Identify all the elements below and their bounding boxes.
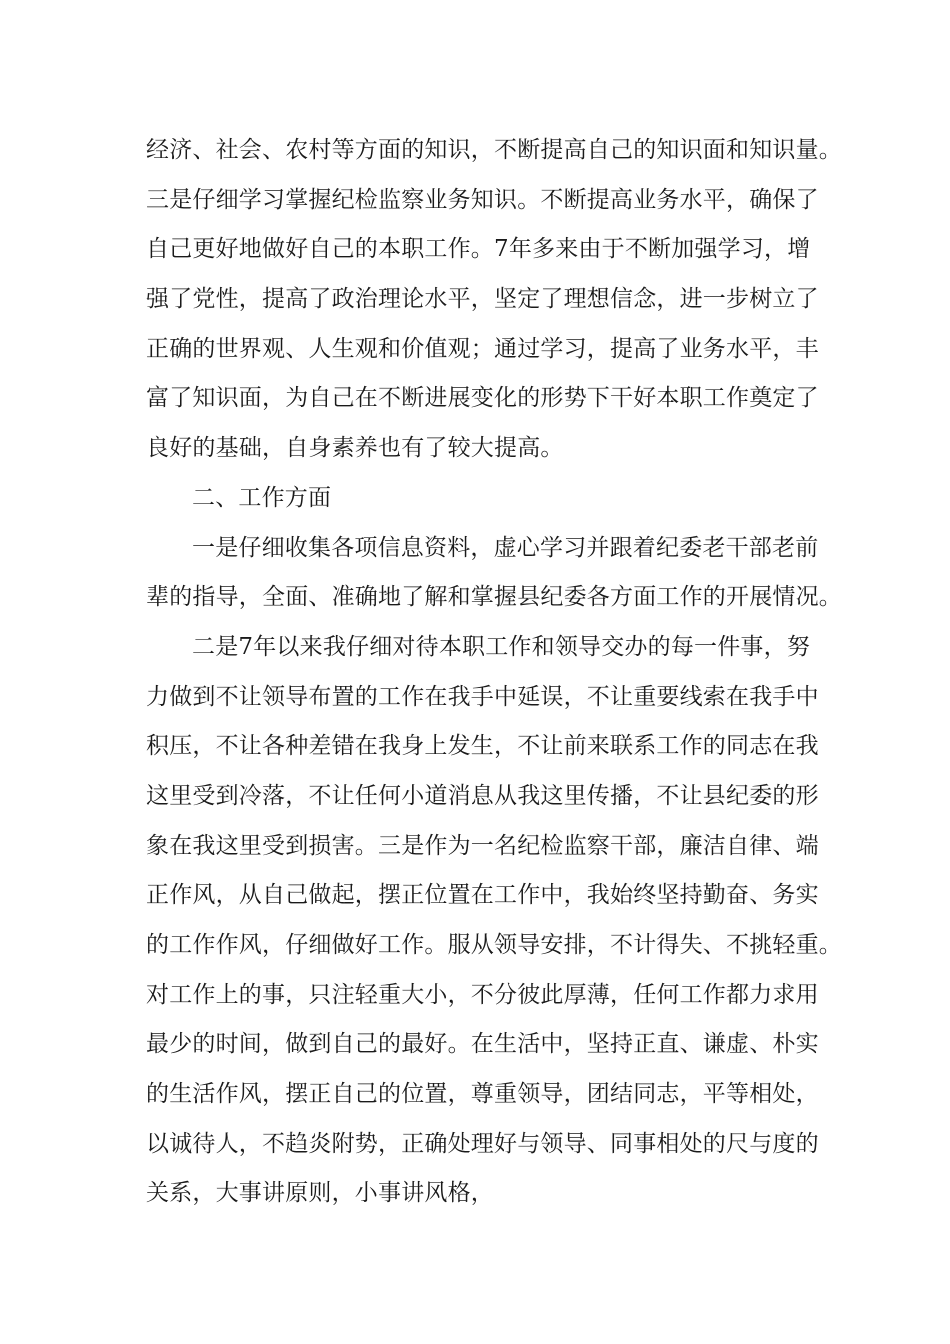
text-line: 辈的指导，全面、准确地了解和掌握县纪委各方面工作的开展情况。 — [146, 584, 842, 611]
text-line: 强了党性，提高了政治理论水平，坚定了理想信念，进一步树立了 — [146, 286, 819, 313]
text-line: 以诚待人，不趋炎附势，正确处理好与领导、同事相处的尺与度的 — [146, 1130, 819, 1157]
text-line: 三是仔细学习掌握纪检监察业务知识。不断提高业务水平，确保了 — [146, 186, 819, 213]
body-text — [146, 126, 842, 1219]
text-line: 象在我这里受到损害。三是作为一名纪检监察干部，廉洁自律、端 — [146, 832, 819, 859]
text-line: 力做到不让领导布置的工作在我手中延误，不让重要线索在我手中 — [146, 683, 819, 710]
text-line: 正确的世界观、人生观和价值观；通过学习，提高了业务水平，丰 — [146, 335, 819, 362]
text-line: 这里受到冷落，不让任何小道消息从我这里传播，不让县纪委的形 — [146, 782, 819, 809]
text-line: 的生活作风，摆正自己的位置，尊重领导，团结同志，平等相处， — [146, 1081, 819, 1108]
section-heading: 二、工作方面 — [192, 484, 332, 511]
text-line: 关系，大事讲原则，小事讲风格， — [146, 1180, 494, 1207]
text-line: 经济、社会、农村等方面的知识，不断提高自己的知识面和知识量。 — [146, 137, 842, 163]
text-line: 最少的时间，做到自己的最好。在生活中，坚持正直、谦虚、朴实 — [146, 1031, 819, 1058]
paragraph-start-line: 一是仔细收集各项信息资料，虚心学习并跟着纪委老干部老前 — [192, 534, 819, 561]
text-line: 正作风，从自己做起，摆正位置在工作中，我始终坚持勤奋、务实 — [146, 882, 819, 909]
text-line: 良好的基础，自身素养也有了较大提高。 — [146, 435, 564, 462]
text-line: 自己更好地做好自己的本职工作。7年多来由于不断加强学习，增 — [146, 236, 811, 263]
text-line: 积压，不让各种差错在我身上发生，不让前来联系工作的同志在我 — [146, 733, 819, 760]
text-line: 富了知识面，为自己在不断进展变化的形势下干好本职工作奠定了 — [146, 385, 819, 412]
paragraph-start-line: 二是7年以来我仔细对待本职工作和领导交办的每一件事，努 — [192, 633, 811, 660]
text-line: 的工作作风，仔细做好工作。服从领导安排，不计得失、不挑轻重。 — [146, 932, 842, 958]
text-line: 对工作上的事，只注轻重大小，不分彼此厚薄，任何工作都力求用 — [146, 981, 819, 1008]
